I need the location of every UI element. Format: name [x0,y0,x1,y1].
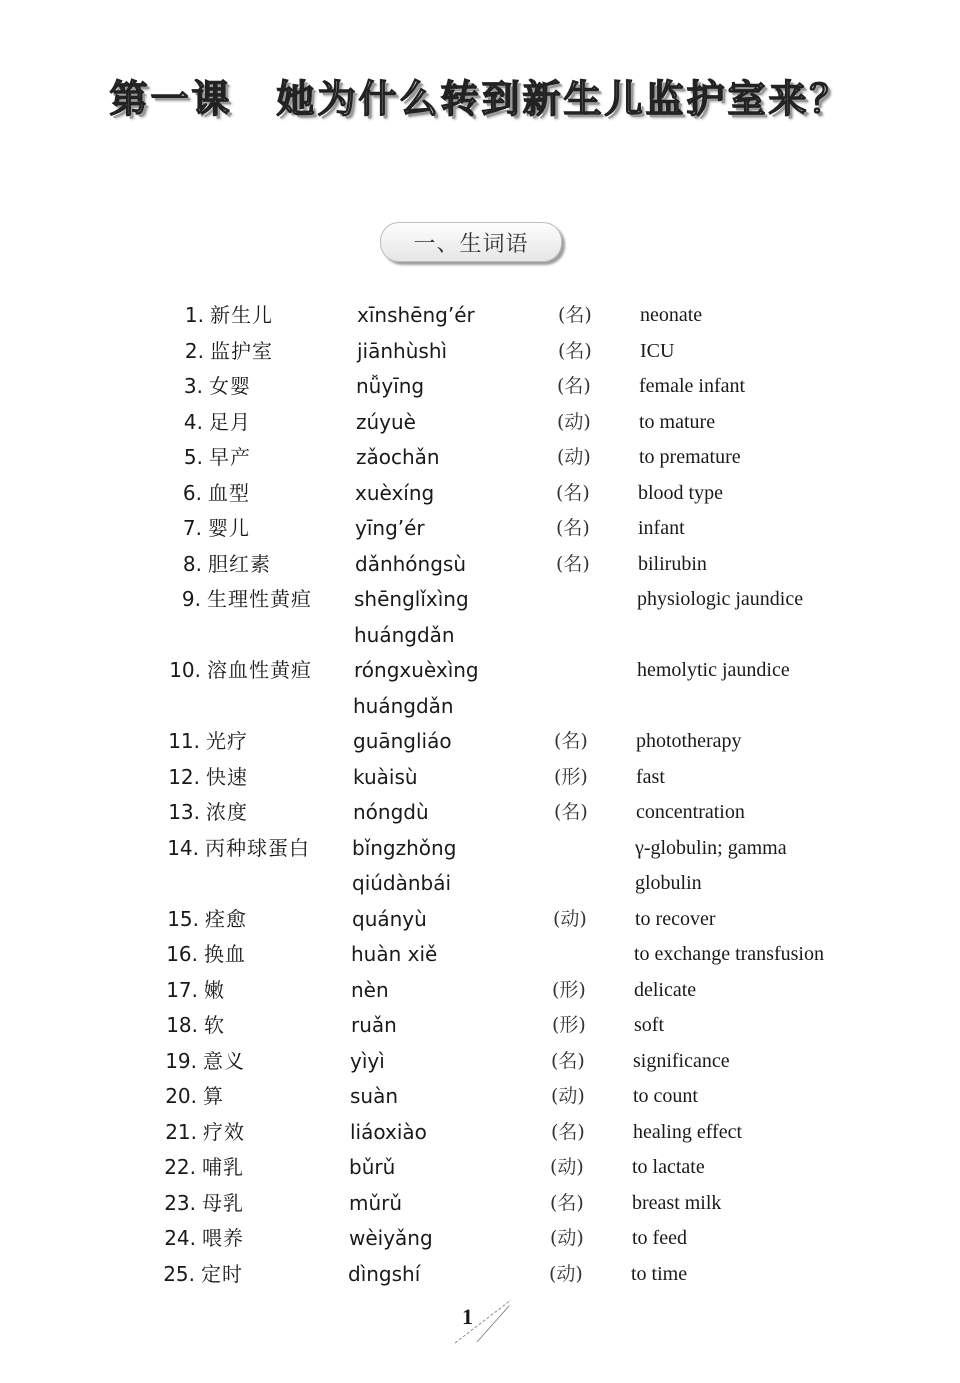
vocab-entry [0,723,960,759]
vocab-pinyin: yīng’ér [355,516,425,540]
vocab-pinyin: nèn [351,977,389,1002]
vocab-pinyin: huàn xiě [351,942,438,966]
vocab-english: γ-globulin; gamma [635,836,787,859]
vocab-word: 哺乳 [202,1155,244,1179]
vocab-part-of-speech: (名) [558,304,592,326]
vocab-part-of-speech: (名) [557,375,591,397]
vocab-word: 喂养 [202,1226,244,1250]
vocab-english: physiologic jaundice [637,588,804,610]
vocab-english: soft [634,1014,664,1036]
vocab-pinyin: wèiyǎng [349,1226,433,1250]
vocab-pinyin: yìyì [350,1048,385,1073]
vocab-part-of-speech: (动) [557,410,591,433]
vocab-entry [0,1007,960,1043]
vocab-part-of-speech: (动) [550,1227,584,1249]
vocab-part-of-speech: (形) [552,978,586,1001]
vocab-pinyin: liáoxiào [350,1119,427,1144]
vocab-english: to count [633,1085,698,1107]
vocab-english: concentration [636,801,745,823]
page-number: 1 [462,1304,473,1329]
vocab-index: 21. [165,1119,197,1144]
vocab-word: 母乳 [202,1190,244,1215]
vocab-pinyin: quányù [352,906,427,931]
lesson-number: 第一课 [109,76,233,121]
vocab-pinyin: xīnshēng’ér [357,303,475,327]
vocab-pinyin: zúyuè [356,409,416,434]
vocab-pinyin: kuàisù [353,764,418,789]
vocab-index: 20. [165,1084,197,1108]
vocab-entry [0,1149,960,1185]
vocab-word: 胆红素 [208,551,271,576]
vocab-pinyin: mǔrǔ [349,1190,403,1215]
vocab-index: 5. [183,445,203,469]
vocab-index: 12. [168,764,200,789]
vocab-english: delicate [634,978,697,1001]
vocab-word: 生理性黄疸 [207,587,312,611]
vocab-pinyin: guāngliáo [353,729,452,753]
vocab-index: 16. [166,942,198,966]
vocab-index: 22. [164,1155,196,1179]
vocab-english: to mature [639,410,716,433]
vocab-part-of-speech: (动) [549,1262,583,1285]
vocab-pinyin-continued: huángdǎn [354,622,455,647]
vocab-entry [0,368,960,404]
vocab-word: 新生儿 [210,303,273,327]
vocab-word: 定时 [201,1261,243,1286]
vocab-english: healing effect [633,1120,743,1143]
vocab-word: 监护室 [210,338,273,363]
vocab-part-of-speech: (名) [551,1120,585,1143]
vocab-entry [0,475,960,511]
vocab-pinyin: suàn [350,1084,399,1108]
vocab-entry [0,297,960,333]
vocab-entry [0,581,960,617]
vocab-entry [0,1256,960,1292]
vocab-word: 婴儿 [208,516,250,540]
vocab-part-of-speech: (名) [558,339,592,362]
vocab-entry-continuation [0,617,960,653]
vocab-entry [0,1220,960,1256]
vocab-pinyin: róngxuèxìng [354,658,479,682]
vocab-english: to feed [632,1227,687,1249]
vocab-word: 换血 [204,942,246,966]
vocab-pinyin: dìngshí [348,1261,421,1286]
vocab-part-of-speech: (动) [551,1085,585,1107]
vocab-english: to recover [635,907,716,930]
vocab-pinyin: shēnglǐxìng [354,587,469,611]
vocab-pinyin: bǐngzhǒng [352,835,457,860]
vocab-part-of-speech: (名) [554,730,588,752]
vocab-english: significance [633,1049,730,1072]
vocab-english: to premature [639,446,741,468]
vocab-index: 10. [169,658,201,682]
vocab-english: blood type [638,481,723,504]
vocab-part-of-speech: (名) [556,481,590,504]
vocab-index: 6. [182,480,202,505]
vocab-entry [0,830,960,866]
vocab-word: 算 [203,1084,224,1108]
vocab-english: phototherapy [636,730,742,752]
vocab-index: 24. [164,1226,196,1250]
vocab-english: neonate [640,304,703,326]
vocab-pinyin: nóngdù [353,800,429,824]
vocab-index: 14. [167,835,199,860]
vocab-part-of-speech: (形) [552,1014,586,1036]
vocab-pinyin-continued: huángdǎn [353,693,454,718]
vocab-english: to time [631,1262,688,1285]
vocab-index: 4. [183,409,203,434]
vocab-word: 快速 [206,764,248,789]
vocab-word: 光疗 [206,729,248,753]
vocab-index: 19. [165,1048,197,1073]
vocab-word: 浓度 [206,800,248,824]
vocab-entry [0,510,960,546]
vocab-english: infant [638,517,685,539]
vocab-part-of-speech: (动) [557,446,591,468]
vocab-entry [0,1114,960,1150]
vocab-part-of-speech: (名) [550,1191,584,1214]
vocab-entry [0,1185,960,1221]
vocab-part-of-speech: (动) [550,1156,584,1178]
vocab-word: 软 [204,1013,225,1037]
vocab-word: 血型 [208,480,250,505]
vocab-index: 13. [168,800,200,824]
vocab-english: to lactate [632,1156,705,1178]
vocab-pinyin: ruǎn [351,1013,397,1037]
vocab-english: to exchange transfusion [634,943,824,965]
vocab-entry [0,794,960,830]
vocab-index: 23. [164,1190,196,1215]
vocab-english: female infant [639,375,746,397]
vocab-index: 3. [183,374,203,398]
vocab-index: 2. [184,338,204,363]
vocab-entry-continuation [0,865,960,901]
vocab-english: hemolytic jaundice [637,659,790,681]
vocab-english: bilirubin [638,552,707,575]
vocab-index: 7. [182,516,202,540]
vocab-pinyin-continued: qiúdànbái [352,871,452,895]
vocab-pinyin: dǎnhóngsù [355,551,467,576]
vocab-entry [0,652,960,688]
vocab-word: 意义 [203,1048,245,1073]
vocab-word: 丙种球蛋白 [205,835,310,860]
vocab-entry-continuation [0,688,960,724]
vocab-entry [0,972,960,1008]
vocab-english-continued: globulin [635,872,702,894]
vocab-index: 1. [184,303,204,327]
vocab-pinyin: jiānhùshì [357,338,448,363]
vocab-word: 溶血性黄疸 [207,658,312,682]
vocab-english: fast [636,765,665,788]
vocab-part-of-speech: (动) [553,907,587,930]
vocab-entry [0,546,960,582]
vocab-index: 15. [167,906,199,931]
vocab-entry [0,404,960,440]
vocab-index: 25. [163,1261,195,1286]
vocab-part-of-speech: (名) [554,801,588,823]
vocab-word: 疗效 [203,1119,245,1144]
lesson-heading: 她为什么转到新生儿监护室来？ [276,76,851,121]
vocab-pinyin: bǔrǔ [349,1155,396,1179]
vocab-word: 早产 [209,445,251,469]
vocab-index: 17. [166,977,198,1002]
vocab-index: 18. [166,1013,198,1037]
vocab-word: 女婴 [209,374,251,398]
vocab-part-of-speech: (名) [556,552,590,575]
vocab-part-of-speech: (名) [551,1049,585,1072]
vocab-entry [0,759,960,795]
vocab-part-of-speech: (名) [556,517,590,539]
vocab-index: 11. [168,729,200,753]
vocab-word: 嫩 [204,977,225,1002]
vocab-english: ICU [640,339,675,362]
vocab-word: 足月 [209,409,251,434]
vocab-index: 8. [182,551,202,576]
vocab-pinyin: zǎochǎn [356,445,440,469]
vocab-entry [0,936,960,972]
vocab-entry [0,1078,960,1114]
vocab-entry [0,439,960,475]
vocab-part-of-speech: (形) [554,765,588,788]
vocab-pinyin: xuèxíng [355,480,435,505]
vocab-index: 9. [181,587,201,611]
vocab-entry [0,333,960,369]
vocab-english: breast milk [632,1191,722,1214]
vocab-word: 痊愈 [205,906,247,931]
vocab-entry [0,901,960,937]
section-header: 一、生词语 [380,222,562,262]
vocab-pinyin: nǚyīng [356,374,425,398]
vocab-entry [0,1043,960,1079]
